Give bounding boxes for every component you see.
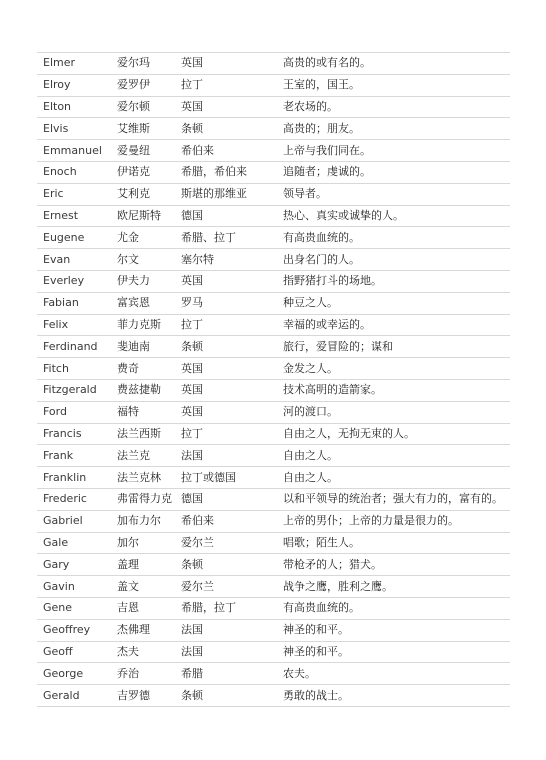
meaning: 河的渡口。 [277, 401, 510, 423]
origin: 斯堪的那维亚 [175, 183, 277, 205]
table-row [37, 401, 510, 423]
meaning: 神圣的和平。 [277, 619, 510, 641]
table-row [37, 183, 510, 205]
english-name: Franklin [37, 467, 111, 489]
table-row [37, 597, 510, 619]
meaning: 追随者；虔诚的。 [277, 161, 510, 183]
table-row [37, 379, 510, 401]
chinese-name: 伊诺克 [111, 161, 175, 183]
meaning: 自由之人，无拘无束的人。 [277, 423, 510, 445]
meaning: 自由之人。 [277, 445, 510, 467]
table-row [37, 205, 510, 227]
english-name: Ferdinand [37, 336, 111, 358]
origin: 德国 [175, 205, 277, 227]
meaning: 老农场的。 [277, 96, 510, 118]
origin: 希腊、拉丁 [175, 227, 277, 249]
origin: 希腊 [175, 663, 277, 685]
table-row [37, 488, 510, 510]
table-row [37, 118, 510, 140]
chinese-name: 福特 [111, 401, 175, 423]
meaning: 唱歌；陌生人。 [277, 532, 510, 554]
meaning: 热心、真实或诚挚的人。 [277, 205, 510, 227]
meaning: 上帝的男仆；上帝的力量是很力的。 [277, 510, 510, 532]
english-name: Francis [37, 423, 111, 445]
table-row [37, 445, 510, 467]
english-name: George [37, 663, 111, 685]
meaning: 王室的，国王。 [277, 74, 510, 96]
english-name: Gale [37, 532, 111, 554]
origin: 拉丁 [175, 314, 277, 336]
origin: 塞尔特 [175, 249, 277, 271]
origin: 爱尔兰 [175, 576, 277, 598]
chinese-name: 盖理 [111, 554, 175, 576]
origin: 拉丁 [175, 74, 277, 96]
english-name: Fitch [37, 358, 111, 380]
chinese-name: 尤金 [111, 227, 175, 249]
meaning: 指野猪打斗的场地。 [277, 270, 510, 292]
english-name: Frank [37, 445, 111, 467]
table-row [37, 53, 510, 75]
meaning: 有高贵血统的。 [277, 227, 510, 249]
chinese-name: 爱尔玛 [111, 53, 175, 75]
meaning: 高贵的或有名的。 [277, 53, 510, 75]
origin: 条顿 [175, 554, 277, 576]
chinese-name: 欧尼斯特 [111, 205, 175, 227]
chinese-name: 法兰西斯 [111, 423, 175, 445]
origin: 拉丁 [175, 423, 277, 445]
origin: 英国 [175, 379, 277, 401]
english-name: Evan [37, 249, 111, 271]
origin: 希腊，希伯来 [175, 161, 277, 183]
table-row [37, 619, 510, 641]
origin: 英国 [175, 270, 277, 292]
meaning: 勇敢的战士。 [277, 685, 510, 707]
chinese-name: 艾利克 [111, 183, 175, 205]
origin: 法国 [175, 445, 277, 467]
names-table [37, 52, 510, 707]
origin: 英国 [175, 96, 277, 118]
meaning: 旅行，爱冒险的；谋和 [277, 336, 510, 358]
english-name: Everley [37, 270, 111, 292]
origin: 德国 [175, 488, 277, 510]
chinese-name: 爱罗伊 [111, 74, 175, 96]
table-row [37, 641, 510, 663]
chinese-name: 弗雷得力克 [111, 488, 175, 510]
english-name: Gerald [37, 685, 111, 707]
english-name: Eugene [37, 227, 111, 249]
origin: 拉丁或德国 [175, 467, 277, 489]
english-name: Felix [37, 314, 111, 336]
origin: 希伯来 [175, 510, 277, 532]
table-row [37, 314, 510, 336]
origin: 英国 [175, 401, 277, 423]
origin: 条顿 [175, 118, 277, 140]
names-table-body [37, 53, 510, 707]
chinese-name: 斐迪南 [111, 336, 175, 358]
meaning: 战争之鹰，胜利之鹰。 [277, 576, 510, 598]
chinese-name: 伊夫力 [111, 270, 175, 292]
meaning: 种豆之人。 [277, 292, 510, 314]
meaning: 金发之人。 [277, 358, 510, 380]
meaning: 神圣的和平。 [277, 641, 510, 663]
table-row [37, 423, 510, 445]
meaning: 以和平领导的统治者；强大有力的，富有的。 [277, 488, 510, 510]
table-row [37, 554, 510, 576]
chinese-name: 费兹捷勒 [111, 379, 175, 401]
origin: 希腊，拉丁 [175, 597, 277, 619]
english-name: Elton [37, 96, 111, 118]
english-name: Frederic [37, 488, 111, 510]
chinese-name: 艾维斯 [111, 118, 175, 140]
english-name: Elroy [37, 74, 111, 96]
meaning: 带枪矛的人；猎犬。 [277, 554, 510, 576]
table-row [37, 576, 510, 598]
english-name: Ford [37, 401, 111, 423]
table-row [37, 227, 510, 249]
english-name: Emmanuel [37, 140, 111, 162]
origin: 英国 [175, 358, 277, 380]
chinese-name: 菲力克斯 [111, 314, 175, 336]
origin: 爱尔兰 [175, 532, 277, 554]
chinese-name: 吉恩 [111, 597, 175, 619]
meaning: 上帝与我们同在。 [277, 140, 510, 162]
origin: 法国 [175, 641, 277, 663]
chinese-name: 爱曼纽 [111, 140, 175, 162]
table-row [37, 74, 510, 96]
table-row [37, 270, 510, 292]
table-row [37, 140, 510, 162]
table-row [37, 292, 510, 314]
chinese-name: 富宾恩 [111, 292, 175, 314]
origin: 条顿 [175, 336, 277, 358]
chinese-name: 法兰克 [111, 445, 175, 467]
meaning: 高贵的；朋友。 [277, 118, 510, 140]
table-row [37, 663, 510, 685]
english-name: Geoffrey [37, 619, 111, 641]
english-name: Fabian [37, 292, 111, 314]
chinese-name: 爱尔顿 [111, 96, 175, 118]
english-name: Gary [37, 554, 111, 576]
meaning: 出身名门的人。 [277, 249, 510, 271]
origin: 罗马 [175, 292, 277, 314]
chinese-name: 乔治 [111, 663, 175, 685]
chinese-name: 费奇 [111, 358, 175, 380]
table-row [37, 685, 510, 707]
english-name: Elvis [37, 118, 111, 140]
english-name: Ernest [37, 205, 111, 227]
chinese-name: 杰佛理 [111, 619, 175, 641]
meaning: 技术高明的造箭家。 [277, 379, 510, 401]
chinese-name: 盖文 [111, 576, 175, 598]
table-row [37, 96, 510, 118]
english-name: Fitzgerald [37, 379, 111, 401]
chinese-name: 尔文 [111, 249, 175, 271]
chinese-name: 吉罗德 [111, 685, 175, 707]
meaning: 有高贵血统的。 [277, 597, 510, 619]
table-row [37, 358, 510, 380]
origin: 希伯来 [175, 140, 277, 162]
table-row [37, 161, 510, 183]
english-name: Gavin [37, 576, 111, 598]
meaning: 农夫。 [277, 663, 510, 685]
chinese-name: 加布力尔 [111, 510, 175, 532]
meaning: 自由之人。 [277, 467, 510, 489]
meaning: 幸福的或幸运的。 [277, 314, 510, 336]
origin: 英国 [175, 53, 277, 75]
table-row [37, 532, 510, 554]
table-row [37, 336, 510, 358]
english-name: Enoch [37, 161, 111, 183]
table-row [37, 467, 510, 489]
chinese-name: 杰夫 [111, 641, 175, 663]
chinese-name: 法兰克林 [111, 467, 175, 489]
origin: 法国 [175, 619, 277, 641]
meaning: 领导者。 [277, 183, 510, 205]
english-name: Elmer [37, 53, 111, 75]
english-name: Gene [37, 597, 111, 619]
english-name: Gabriel [37, 510, 111, 532]
chinese-name: 加尔 [111, 532, 175, 554]
table-row [37, 249, 510, 271]
origin: 条顿 [175, 685, 277, 707]
english-name: Geoff [37, 641, 111, 663]
table-row [37, 510, 510, 532]
english-name: Eric [37, 183, 111, 205]
